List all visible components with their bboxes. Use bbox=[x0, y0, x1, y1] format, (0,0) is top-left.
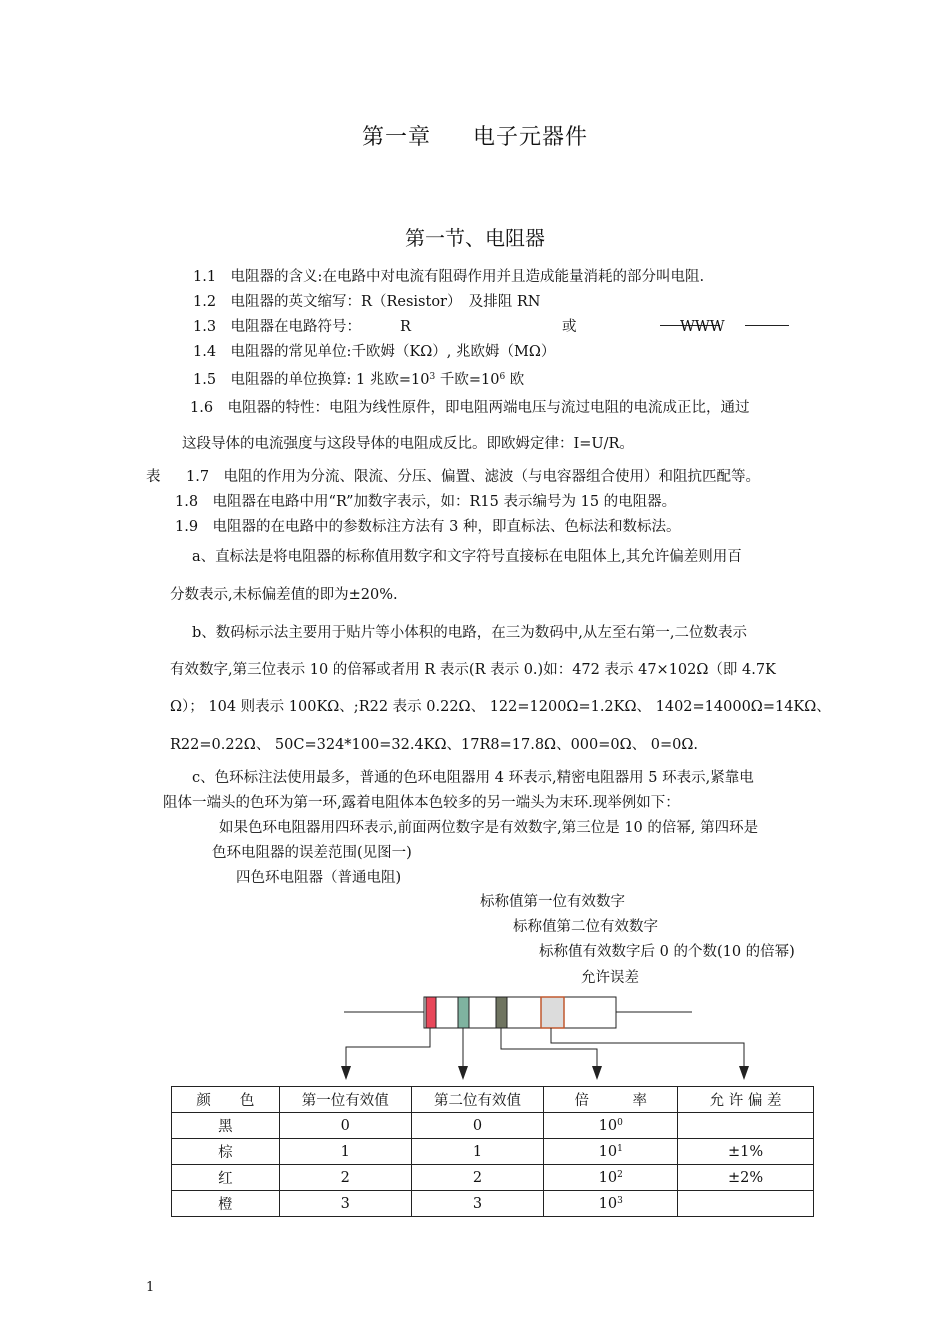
band-3 bbox=[496, 997, 507, 1028]
page-number: 1 bbox=[146, 1280, 155, 1295]
arrow-band-3-icon bbox=[592, 1066, 602, 1080]
item-1-5-mid: 千欧=10 bbox=[439, 372, 500, 388]
item-1-2: 1.2 电阻器的英文缩写：R（Resistor） 及排阻 RN bbox=[193, 294, 541, 310]
cell-multiplier bbox=[544, 1165, 678, 1191]
para-b-line2: 有效数字,第三位表示 10 的倍幂或者用 R 表示(R 表示 0.)如：472 表示 47×102Ω（即 4.7K bbox=[170, 662, 776, 678]
mult-base: 10 bbox=[598, 1117, 618, 1134]
cell-second: 0 bbox=[411, 1113, 544, 1139]
mult-exp: 0 bbox=[617, 1117, 623, 1128]
table-row bbox=[172, 1191, 814, 1217]
para-b-line1: b、数码标示法主要用于贴片等小体积的电路，在三为数码中,从左至右第一,二位数表示 bbox=[192, 625, 747, 641]
cell-second: 2 bbox=[411, 1165, 544, 1191]
cell-tolerance bbox=[678, 1113, 814, 1139]
resistor-body bbox=[424, 997, 616, 1028]
para-b-line4: R22=0.22Ω、 50C=324*100=32.4KΩ、17R8=17.8Ω、000=0Ω、 0=0Ω. bbox=[170, 737, 698, 753]
mult-exp: 3 bbox=[617, 1195, 623, 1206]
cell-first: 3 bbox=[279, 1191, 411, 1217]
arrow-band-2-icon bbox=[458, 1066, 468, 1080]
item-1-3-symbol-www: WWW bbox=[680, 319, 725, 335]
leader-band-4 bbox=[551, 1028, 744, 1072]
cell-color: 红 bbox=[172, 1165, 280, 1191]
item-1-6-line1: 1.6 电阻器的特性：电阻为线性原件，即电阻两端电压与流过电阻的电流成正比，通过 bbox=[190, 400, 750, 416]
figure-title: 四色环电阻器（普通电阻) bbox=[236, 870, 402, 886]
color-code-table bbox=[171, 1086, 814, 1217]
cell-multiplier bbox=[544, 1113, 678, 1139]
header-multiplier: 倍 率 bbox=[544, 1087, 678, 1113]
band-4 bbox=[541, 997, 564, 1028]
mult-base: 10 bbox=[598, 1195, 618, 1212]
label-tolerance: 允许误差 bbox=[581, 970, 639, 986]
cell-first: 0 bbox=[279, 1113, 411, 1139]
cell-first: 2 bbox=[279, 1165, 411, 1191]
para-d-line1: 如果色环电阻器用四环表示,前面两位数字是有效数字,第三位是 10 的倍幂, 第四环是 bbox=[219, 820, 759, 836]
chapter-number: 第一章 bbox=[361, 125, 431, 150]
mult-base: 10 bbox=[598, 1169, 618, 1186]
arrow-band-4-icon bbox=[739, 1066, 749, 1080]
band-2 bbox=[458, 997, 469, 1028]
cell-tolerance: ±2% bbox=[678, 1165, 814, 1191]
table-row bbox=[172, 1113, 814, 1139]
chapter-name: 电子元器件 bbox=[473, 125, 589, 150]
item-1-3-or: 或 bbox=[562, 319, 577, 335]
cell-tolerance bbox=[678, 1191, 814, 1217]
band-1 bbox=[426, 997, 436, 1028]
mult-exp: 2 bbox=[617, 1169, 623, 1180]
para-a-line2: 分数表示,未标偏差值的即为±20%. bbox=[170, 587, 398, 603]
item-1-3-label: 1.3 电阻器在电路符号： bbox=[193, 319, 362, 335]
item-1-8: 1.8 电阻器在电路中用“R”加数字表示，如：R15 表示编号为 15 的电阻器。 bbox=[175, 494, 677, 510]
leader-band-1 bbox=[346, 1028, 430, 1072]
cell-multiplier bbox=[544, 1139, 678, 1165]
cell-second: 3 bbox=[411, 1191, 544, 1217]
cell-color: 棕 bbox=[172, 1139, 280, 1165]
table-header-row bbox=[172, 1087, 814, 1113]
cell-second: 1 bbox=[411, 1139, 544, 1165]
item-1-5-exp1: 3 bbox=[429, 372, 436, 382]
mult-exp: 1 bbox=[617, 1143, 623, 1154]
chapter-title bbox=[0, 120, 950, 151]
symbol-line-right bbox=[745, 325, 789, 326]
item-1-4: 1.4 电阻器的常见单位:千欧姆（KΩ）, 兆欧姆（MΩ） bbox=[193, 344, 556, 360]
cell-first: 1 bbox=[279, 1139, 411, 1165]
label-first-digit: 标称值第一位有效数字 bbox=[480, 894, 625, 910]
para-d-line2: 色环电阻器的误差范围(见图一) bbox=[212, 845, 412, 861]
item-1-7: 1.7 电阻的作用为分流、限流、分压、偏置、滤波（与电容器组合使用）和阻抗匹配等。 bbox=[186, 469, 761, 485]
item-1-5-exp2: 6 bbox=[499, 372, 506, 382]
item-1-7-prefix: 表 bbox=[146, 469, 161, 485]
cell-multiplier bbox=[544, 1191, 678, 1217]
arrow-band-1-icon bbox=[341, 1066, 351, 1080]
item-1-9: 1.9 电阻器的在电路中的参数标注方法有 3 种，即直标法、色标法和数标法。 bbox=[175, 519, 681, 535]
header-color: 颜 色 bbox=[172, 1087, 280, 1113]
para-a-line1: a、直标法是将电阻器的标称值用数字和文字符号直接标在电阻体上,其允许偏差则用百 bbox=[192, 549, 742, 565]
para-c-line1: c、色环标注法使用最多，普通的色环电阻器用 4 环表示,精密电阻器用 5 环表示,紧靠电 bbox=[192, 770, 754, 786]
item-1-3-symbol-r: R bbox=[400, 319, 411, 335]
mult-base: 10 bbox=[598, 1143, 618, 1160]
header-second: 第二位有效值 bbox=[411, 1087, 544, 1113]
para-c-line2: 阻体一端头的色环为第一环,露着电阻体本色较多的另一端头为末环.现举例如下： bbox=[163, 795, 680, 811]
item-1-5-post: 欧 bbox=[509, 372, 525, 388]
header-first: 第一位有效值 bbox=[279, 1087, 411, 1113]
item-1-5 bbox=[193, 367, 524, 390]
cell-color: 黑 bbox=[172, 1113, 280, 1139]
item-1-5-pre: 1.5 电阻器的单位换算: 1 兆欧=10 bbox=[193, 372, 430, 388]
item-1-6-line2: 这段导体的电流强度与这段导体的电阻成反比。即欧姆定律：I=U/R。 bbox=[182, 436, 634, 452]
para-b-line3: Ω）； 104 则表示 100KΩ、;R22 表示 0.22Ω、 122=1200Ω=1.2KΩ、 1402=14000Ω=14KΩ、 bbox=[170, 699, 831, 715]
item-1-1: 1.1 电阻器的含义:在电路中对电流有阻碍作用并且造成能量消耗的部分叫电阻. bbox=[193, 269, 705, 285]
cell-tolerance: ±1% bbox=[678, 1139, 814, 1165]
cell-color: 橙 bbox=[172, 1191, 280, 1217]
table-row bbox=[172, 1139, 814, 1165]
label-multiplier: 标称值有效数字后 0 的个数(10 的倍幂) bbox=[539, 944, 795, 960]
header-tolerance: 允 许 偏 差 bbox=[678, 1087, 814, 1113]
section-title: 第一节、电阻器 bbox=[405, 226, 545, 250]
table-row bbox=[172, 1165, 814, 1191]
label-second-digit: 标称值第二位有效数字 bbox=[513, 919, 658, 935]
leader-band-3 bbox=[501, 1028, 597, 1072]
